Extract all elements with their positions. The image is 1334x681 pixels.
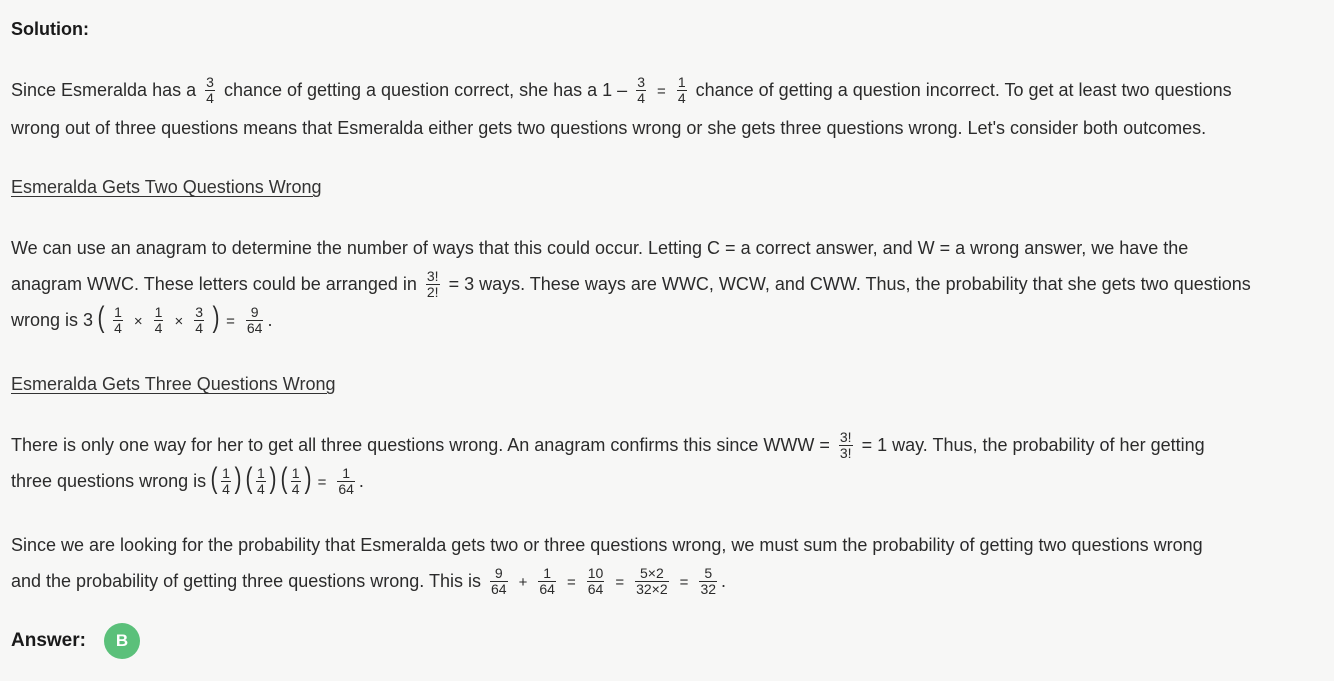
fraction-five-thirtyseconds: $\frac{5}{32}$ bbox=[700, 564, 717, 597]
two-wrong-line-1: We can use an anagram to determine the number of ways that this could occur. Letting C = a correct answer, and W = a wrong answer, we have the bbox=[11, 238, 1189, 258]
fraction-one-quarter: $\frac{1}{4}$ bbox=[222, 464, 230, 497]
text-segment: = 1 way. Thus, the probability of her getting bbox=[861, 435, 1205, 455]
text-segment: Since Esmeralda has a bbox=[11, 80, 197, 100]
fraction-one-quarter: $\frac{1}{4}$ bbox=[154, 303, 163, 336]
fraction-three-quarters: $\frac{3}{4}$ bbox=[195, 303, 204, 336]
section-title-three-wrong: Esmeralda Gets Three Questions Wrong bbox=[11, 374, 336, 394]
fraction-factorial: $\frac{3!}{3!}$ bbox=[839, 428, 852, 461]
section-title-two-wrong: Esmeralda Gets Two Questions Wrong bbox=[11, 177, 322, 197]
text-segment: There is only one way for her to get all three questions wrong. An anagram confirms this since WWW = bbox=[11, 435, 830, 455]
answer-label: Answer: bbox=[11, 630, 86, 651]
three-wrong-line-2 bbox=[11, 463, 1205, 501]
left-paren: ( bbox=[245, 462, 253, 496]
text-segment: = 3 ways. These ways are WWC, WCW, and CWW. Thus, the probability that she gets two questions bbox=[448, 274, 1251, 294]
solution-heading: Solution: bbox=[11, 19, 89, 39]
three-wrong-paragraph bbox=[11, 427, 1205, 501]
equals-sign: = bbox=[226, 313, 235, 330]
text-segment: wrong is 3 bbox=[11, 310, 94, 330]
intro-line-2: wrong out of three questions means that Esmeralda either gets two questions wrong or she gets three questions wrong. Let's consider both outcomes. bbox=[11, 118, 1207, 138]
sum-paragraph bbox=[11, 527, 1203, 601]
two-wrong-line-3 bbox=[11, 302, 1251, 340]
fraction-three-quarters: $\frac{3}{4}$ bbox=[637, 73, 646, 106]
answer-badge: B bbox=[104, 623, 140, 659]
text-segment: chance of getting a question incorrect. To get at least two questions bbox=[695, 80, 1232, 100]
period: . bbox=[358, 471, 364, 491]
answer-row bbox=[11, 623, 140, 659]
left-paren: ( bbox=[210, 462, 218, 496]
equals-sign: = bbox=[657, 83, 666, 100]
left-paren: ( bbox=[280, 462, 288, 496]
text-segment: chance of getting a question correct, she has a 1 – bbox=[223, 80, 628, 100]
two-wrong-line-2 bbox=[11, 266, 1251, 302]
right-paren: ) bbox=[212, 301, 220, 335]
three-wrong-line-1 bbox=[11, 427, 1205, 463]
fraction-three-quarters: $\frac{3}{4}$ bbox=[206, 73, 214, 106]
fraction-one-quarter: $\frac{1}{4}$ bbox=[677, 73, 686, 106]
two-wrong-paragraph bbox=[11, 230, 1251, 340]
fraction-one-sixtyfourth: $\frac{1}{64}$ bbox=[338, 464, 354, 497]
period: . bbox=[267, 310, 273, 330]
text-segment: three questions wrong is bbox=[11, 471, 207, 491]
fraction-factorial: $\frac{3!}{2!}$ bbox=[426, 267, 439, 300]
intro-line-1 bbox=[11, 72, 1232, 110]
equals-sign: = bbox=[615, 574, 625, 591]
equals-sign: = bbox=[679, 574, 689, 591]
fraction-one-quarter: $\frac{1}{4}$ bbox=[291, 464, 300, 497]
fraction-nine-sixtyfourths: $\frac{9}{64}$ bbox=[246, 303, 263, 336]
period: . bbox=[721, 571, 727, 591]
right-paren: ) bbox=[304, 462, 312, 496]
times-sign: × bbox=[174, 313, 184, 330]
fraction-one-quarter: $\frac{1}{4}$ bbox=[256, 464, 265, 497]
intro-paragraph bbox=[11, 72, 1232, 146]
equals-sign: = bbox=[317, 474, 327, 491]
sum-line-2 bbox=[11, 563, 1203, 601]
left-paren: ( bbox=[97, 301, 105, 335]
right-paren: ) bbox=[269, 462, 277, 496]
sum-line-1: Since we are looking for the probability that Esmeralda gets two or three questions wrong, we must sum the probability of getting two questions wrong bbox=[11, 535, 1203, 555]
right-paren: ) bbox=[234, 462, 242, 496]
fraction-one-quarter: $\frac{1}{4}$ bbox=[114, 303, 122, 336]
text-segment: and the probability of getting three questions wrong. This is bbox=[11, 571, 481, 591]
fraction-expanded: $\frac{5\times 2}{32\times 2}$ bbox=[636, 564, 668, 597]
fraction-nine-sixtyfourths: $\frac{9}{64}$ bbox=[490, 564, 507, 597]
plus-sign: + bbox=[518, 574, 528, 591]
equals-sign: = bbox=[566, 574, 576, 591]
times-sign: × bbox=[133, 313, 143, 330]
fraction-one-sixtyfourth: $\frac{1}{64}$ bbox=[539, 564, 555, 597]
fraction-ten-sixtyfourths: $\frac{10}{64}$ bbox=[587, 564, 604, 597]
text-segment: anagram WWC. These letters could be arranged in bbox=[11, 274, 417, 294]
